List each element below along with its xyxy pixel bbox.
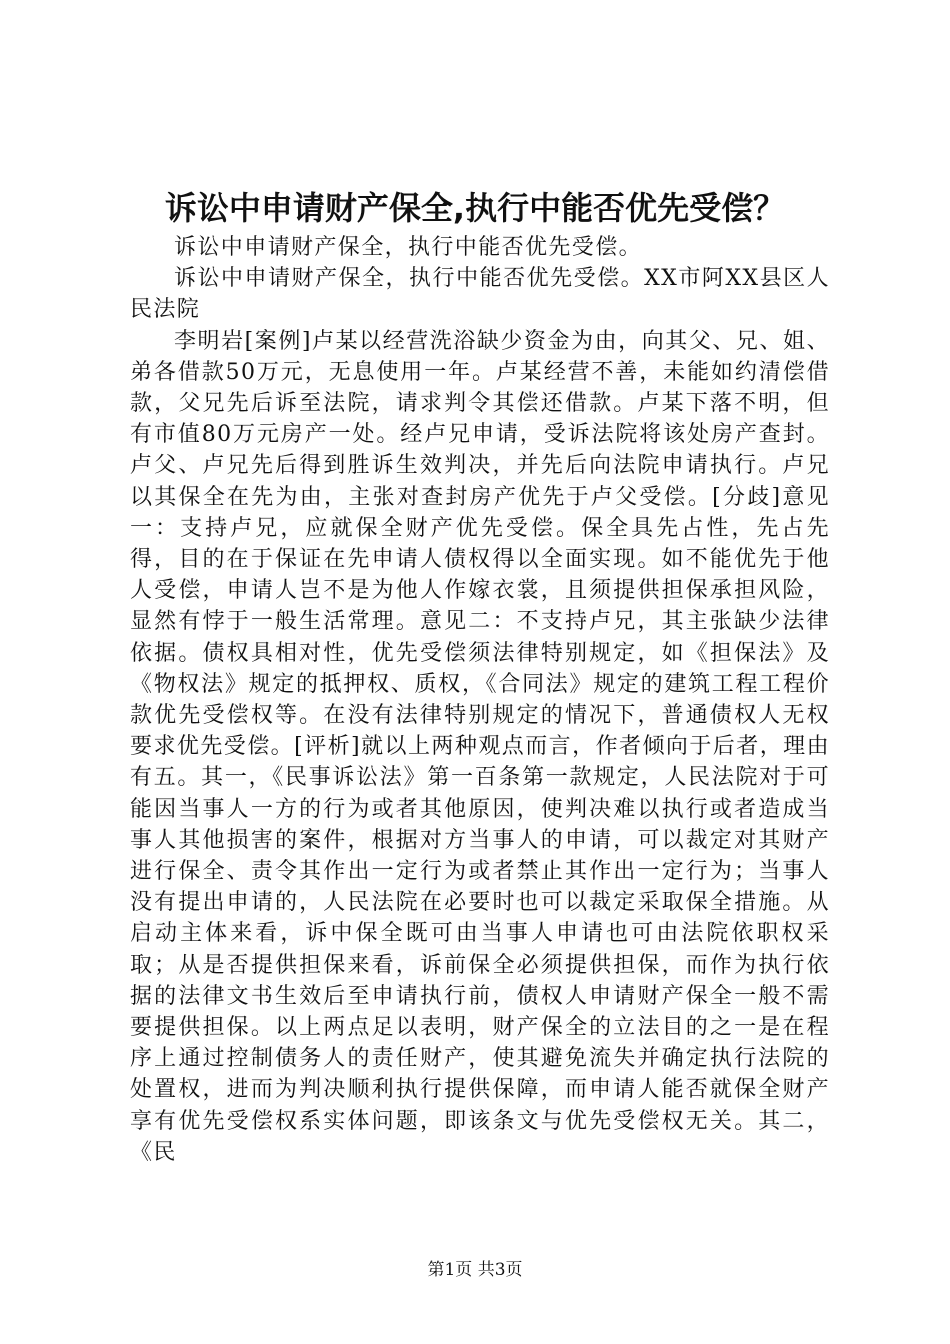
page-footer: 第1页 共3页 bbox=[427, 1260, 523, 1280]
paragraph-3: 李明岩[案例]卢某以经营洗浴缺少资金为由，向其父、兄、姐、弟各借款50万元，无息使用一年。卢某经营不善，未能如约清偿借款，父兄先后诉至法院，请求判令其偿还借款。卢某下落不明，但有市值80万元房产一处。经卢兄申请，受诉法院将该处房产查封。卢父、卢兄先后得到胜诉生效判决，并先后向法院申请执行。卢兄以其保全在先为由，主张对查封房产优先于卢父受偿。[分歧]意见一：支持卢兄，应就保全财产优先受偿。保全具先占性，先占先得，目的在于保证在先申请人债权得以全面实现。如不能优先于他人受偿，申请人岂不是为他人作嫁衣裳，且须提供担保承担风险，显然有悖于一般生活常理。意见二：不支持卢兄，其主张缺少法律依据。债权具相对性，优先受偿须法律特别规定，如《担保法》及《物权法》规定的抵押权、质权，《合同法》规定的建筑工程工程价款优先受偿权等。在没有法律特别规定的情况下，普通债权人无权要求优先受偿。[评析]就以上两种观点而言，作者倾向于后者，理由有五。其一，《民事诉讼法》第一百条第一款规定，人民法院对于可能因当事人一方的行为或者其他原因，使判决难以执行或者造成当事人其他损害的案件，根据对方当事人的申请，可以裁定对其财产进行保全、责令其作出一定行为或者禁止其作出一定行为；当事人没有提出申请的，人民法院在必要时也可以裁定采取保全措施。从启动主体来看，诉中保全既可由当事人申请也可由法院依职权采取；从是否提供担保来看，诉前保全必须提供担保，而作为执行依据的法律文书生效后至申请执行前，债权人申请财产保全一般不需要提供担保。以上两点足以表明，财产保全的立法目的之一是在程序上通过控制债务人的责任财产，使其避免流失并确定执行法院的处置权，进而为判决顺利执行提供保障，而申请人能否就保全财产享有优先受偿权系实体问题，即该条文与优先受偿权无关。其二，《民 bbox=[130, 328, 830, 1165]
document-body bbox=[130, 232, 830, 1168]
document-title: 诉讼中申请财产保全,执行中能否优先受偿？ bbox=[164, 189, 786, 227]
paragraph-1: 诉讼中申请财产保全，执行中能否优先受偿。 bbox=[174, 235, 643, 260]
paragraph-2: 诉讼中申请财产保全，执行中能否优先受偿。XX市阿XX县区人民法院 bbox=[130, 266, 830, 323]
